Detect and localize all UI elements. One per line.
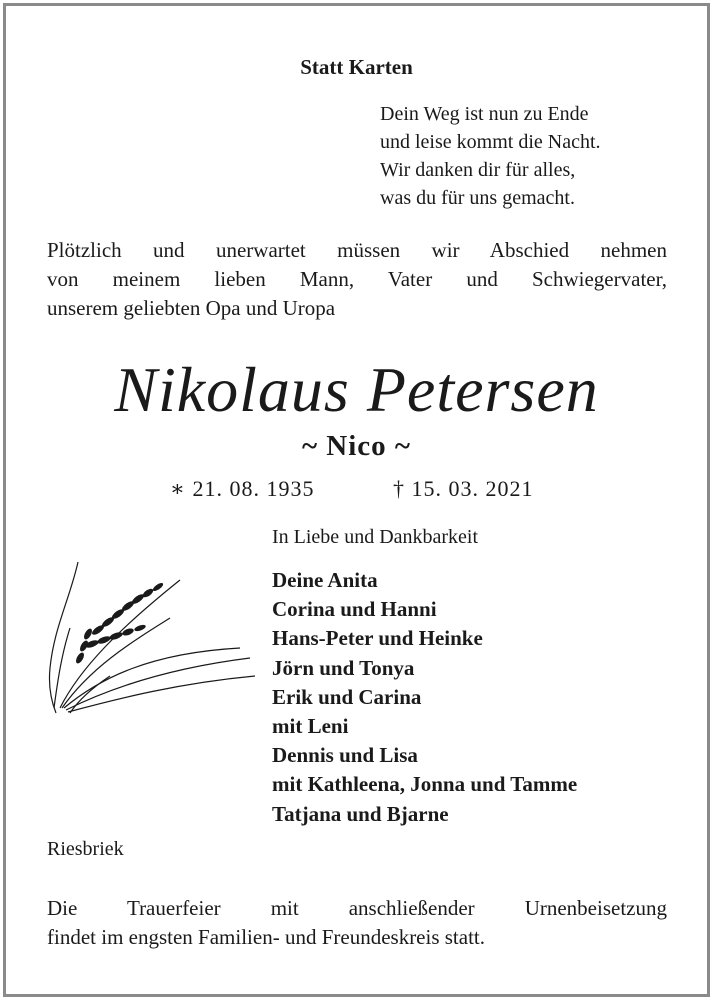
mourners-list [272,566,577,829]
mourner-line: Erik und Carina [272,684,422,709]
intro-line: Plötzlich und unerwartet müssen wir Abschied nehmen [47,238,667,262]
intro-line: unserem geliebten Opa und Uropa [47,296,336,320]
mourner-line: Jörn und Tonya [272,655,415,680]
mourner-line: Hans-Peter und Heinke [272,626,483,651]
death-date: † 15. 03. 2021 [393,476,534,501]
mourner-line: mit Kathleena, Jonna und Tamme [272,772,578,797]
deceased-nickname: ~ Nico ~ [301,430,412,462]
poem-line: was du für uns gemacht. [380,187,575,209]
mourner-line: Dennis und Lisa [272,743,418,768]
intro-text [47,236,667,323]
intro-line: von meinem lieben Mann, Vater und Schwiegervater, [47,267,667,291]
closing-line: findet im engsten Familien- und Freundeskreis statt. [47,925,486,949]
place-name: Riesbriek [47,838,124,860]
poem [380,100,601,212]
notice-heading: Statt Karten [300,55,413,79]
mourner-line: Deine Anita [272,568,378,592]
birth-date: ∗ 21. 08. 1935 [170,476,315,501]
mourner-line: Tatjana und Bjarne [272,801,449,826]
closing-text [47,894,667,952]
deceased-name: Nikolaus Petersen [114,354,599,425]
wheat-ears-icon [40,558,260,718]
poem-line: Dein Weg ist nun zu Ende [380,103,589,125]
mourner-line: mit Leni [272,714,349,739]
poem-line: und leise kommt die Nacht. [380,131,601,153]
mourners-intro: In Liebe und Dankbarkeit [272,526,479,548]
closing-line: Die Trauerfeier mit anschließender Urnenbeisetzung [47,896,667,920]
poem-line: Wir danken dir für alles, [380,159,576,181]
mourner-line: Corina und Hanni [272,597,437,622]
